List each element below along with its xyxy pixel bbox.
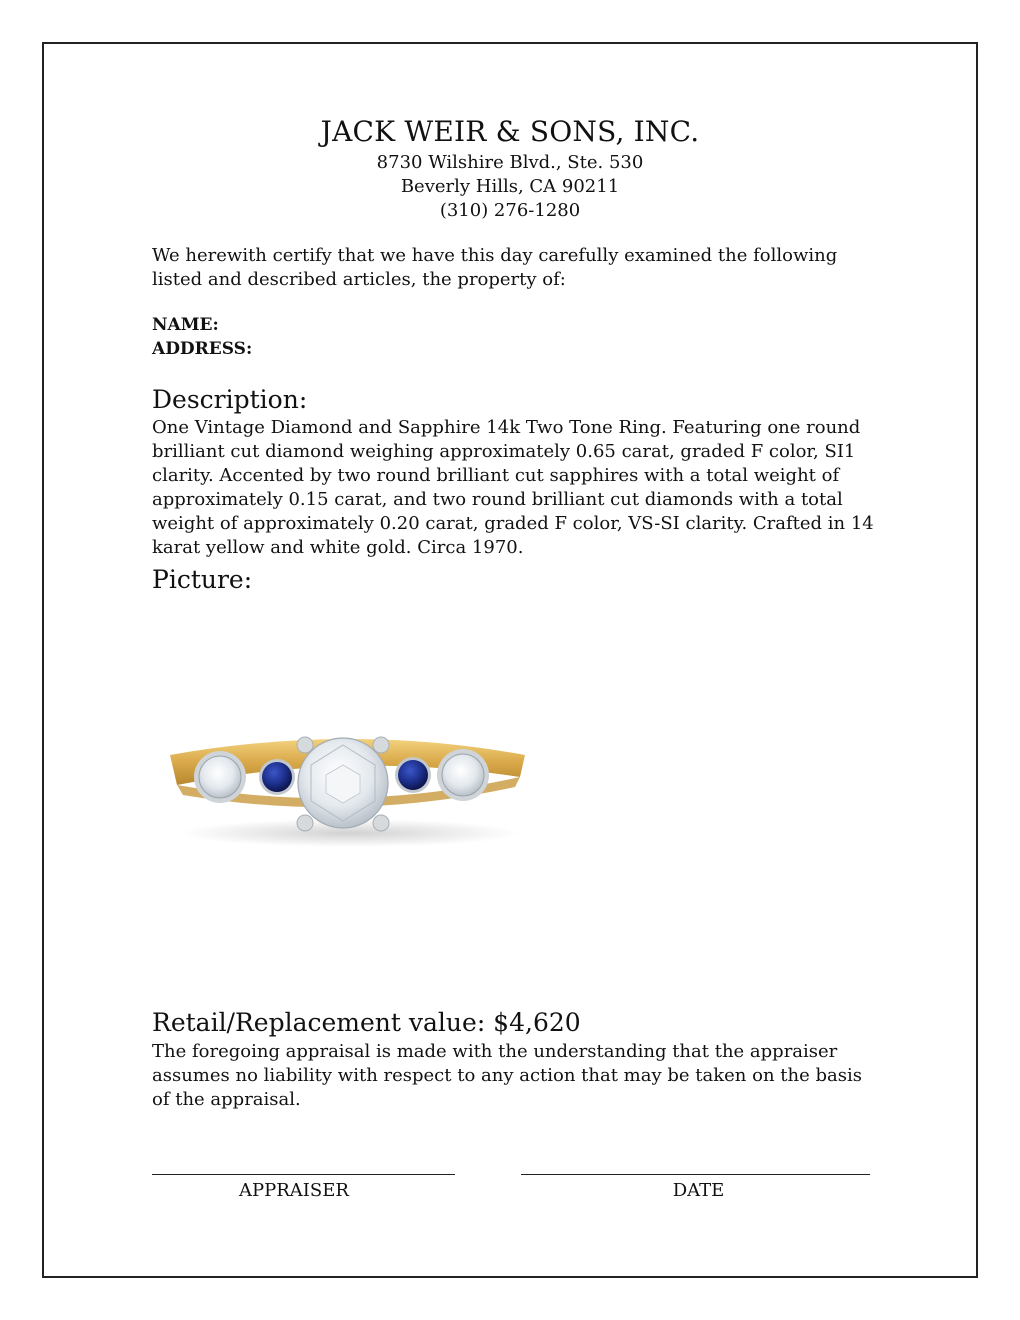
- right-diamond: [442, 754, 484, 796]
- appraisal-disclaimer: The foregoing appraisal is made with the understanding that the appraiser assumes no liability with respect to any action that may be taken on the basis of the appraisal.: [152, 1041, 862, 1110]
- company-address-line2: Beverly Hills, CA 90211: [400, 176, 620, 197]
- center-prong-icon: [297, 737, 313, 753]
- description-body: One Vintage Diamond and Sapphire 14k Two Tone Ring. Featuring one round brilliant cut diamond weighing approximately 0.65 carat, graded F color, SI1 clarity. Accented by two round brilliant cut sapphires with a total weight of approximately 0.15 carat, and two round brilliant cut diamonds with a total weight of approximately 0.20 carat, graded F color, VS-SI clarity. Crafted in 14 karat yellow and white gold. Circa 1970.: [152, 417, 874, 558]
- certification-intro: We herewith certify that we have this day carefully examined the following listed and described articles, the property of:: [152, 245, 838, 290]
- retail-value-heading: Retail/Replacement value: $4,620: [152, 1008, 581, 1037]
- right-sapphire: [398, 760, 428, 790]
- center-prong-icon: [297, 815, 313, 831]
- name-label: NAME:: [152, 315, 219, 335]
- appraiser-label: APPRAISER: [239, 1180, 349, 1201]
- address-label: ADDRESS:: [152, 339, 253, 359]
- appraiser-signature-line: [152, 1174, 455, 1175]
- company-address-line1: 8730 Wilshire Blvd., Ste. 530: [376, 152, 644, 173]
- date-signature-line: [521, 1174, 870, 1175]
- left-sapphire: [262, 762, 292, 792]
- company-phone: (310) 276-1280: [439, 200, 581, 221]
- date-label: DATE: [672, 1180, 725, 1201]
- center-prong-icon: [373, 737, 389, 753]
- ring-photo: [165, 715, 535, 855]
- picture-heading: Picture:: [152, 565, 253, 594]
- center-prong-icon: [373, 815, 389, 831]
- left-diamond: [199, 756, 241, 798]
- company-name: JACK WEIR & SONS, INC.: [320, 115, 700, 148]
- description-heading: Description:: [152, 385, 308, 414]
